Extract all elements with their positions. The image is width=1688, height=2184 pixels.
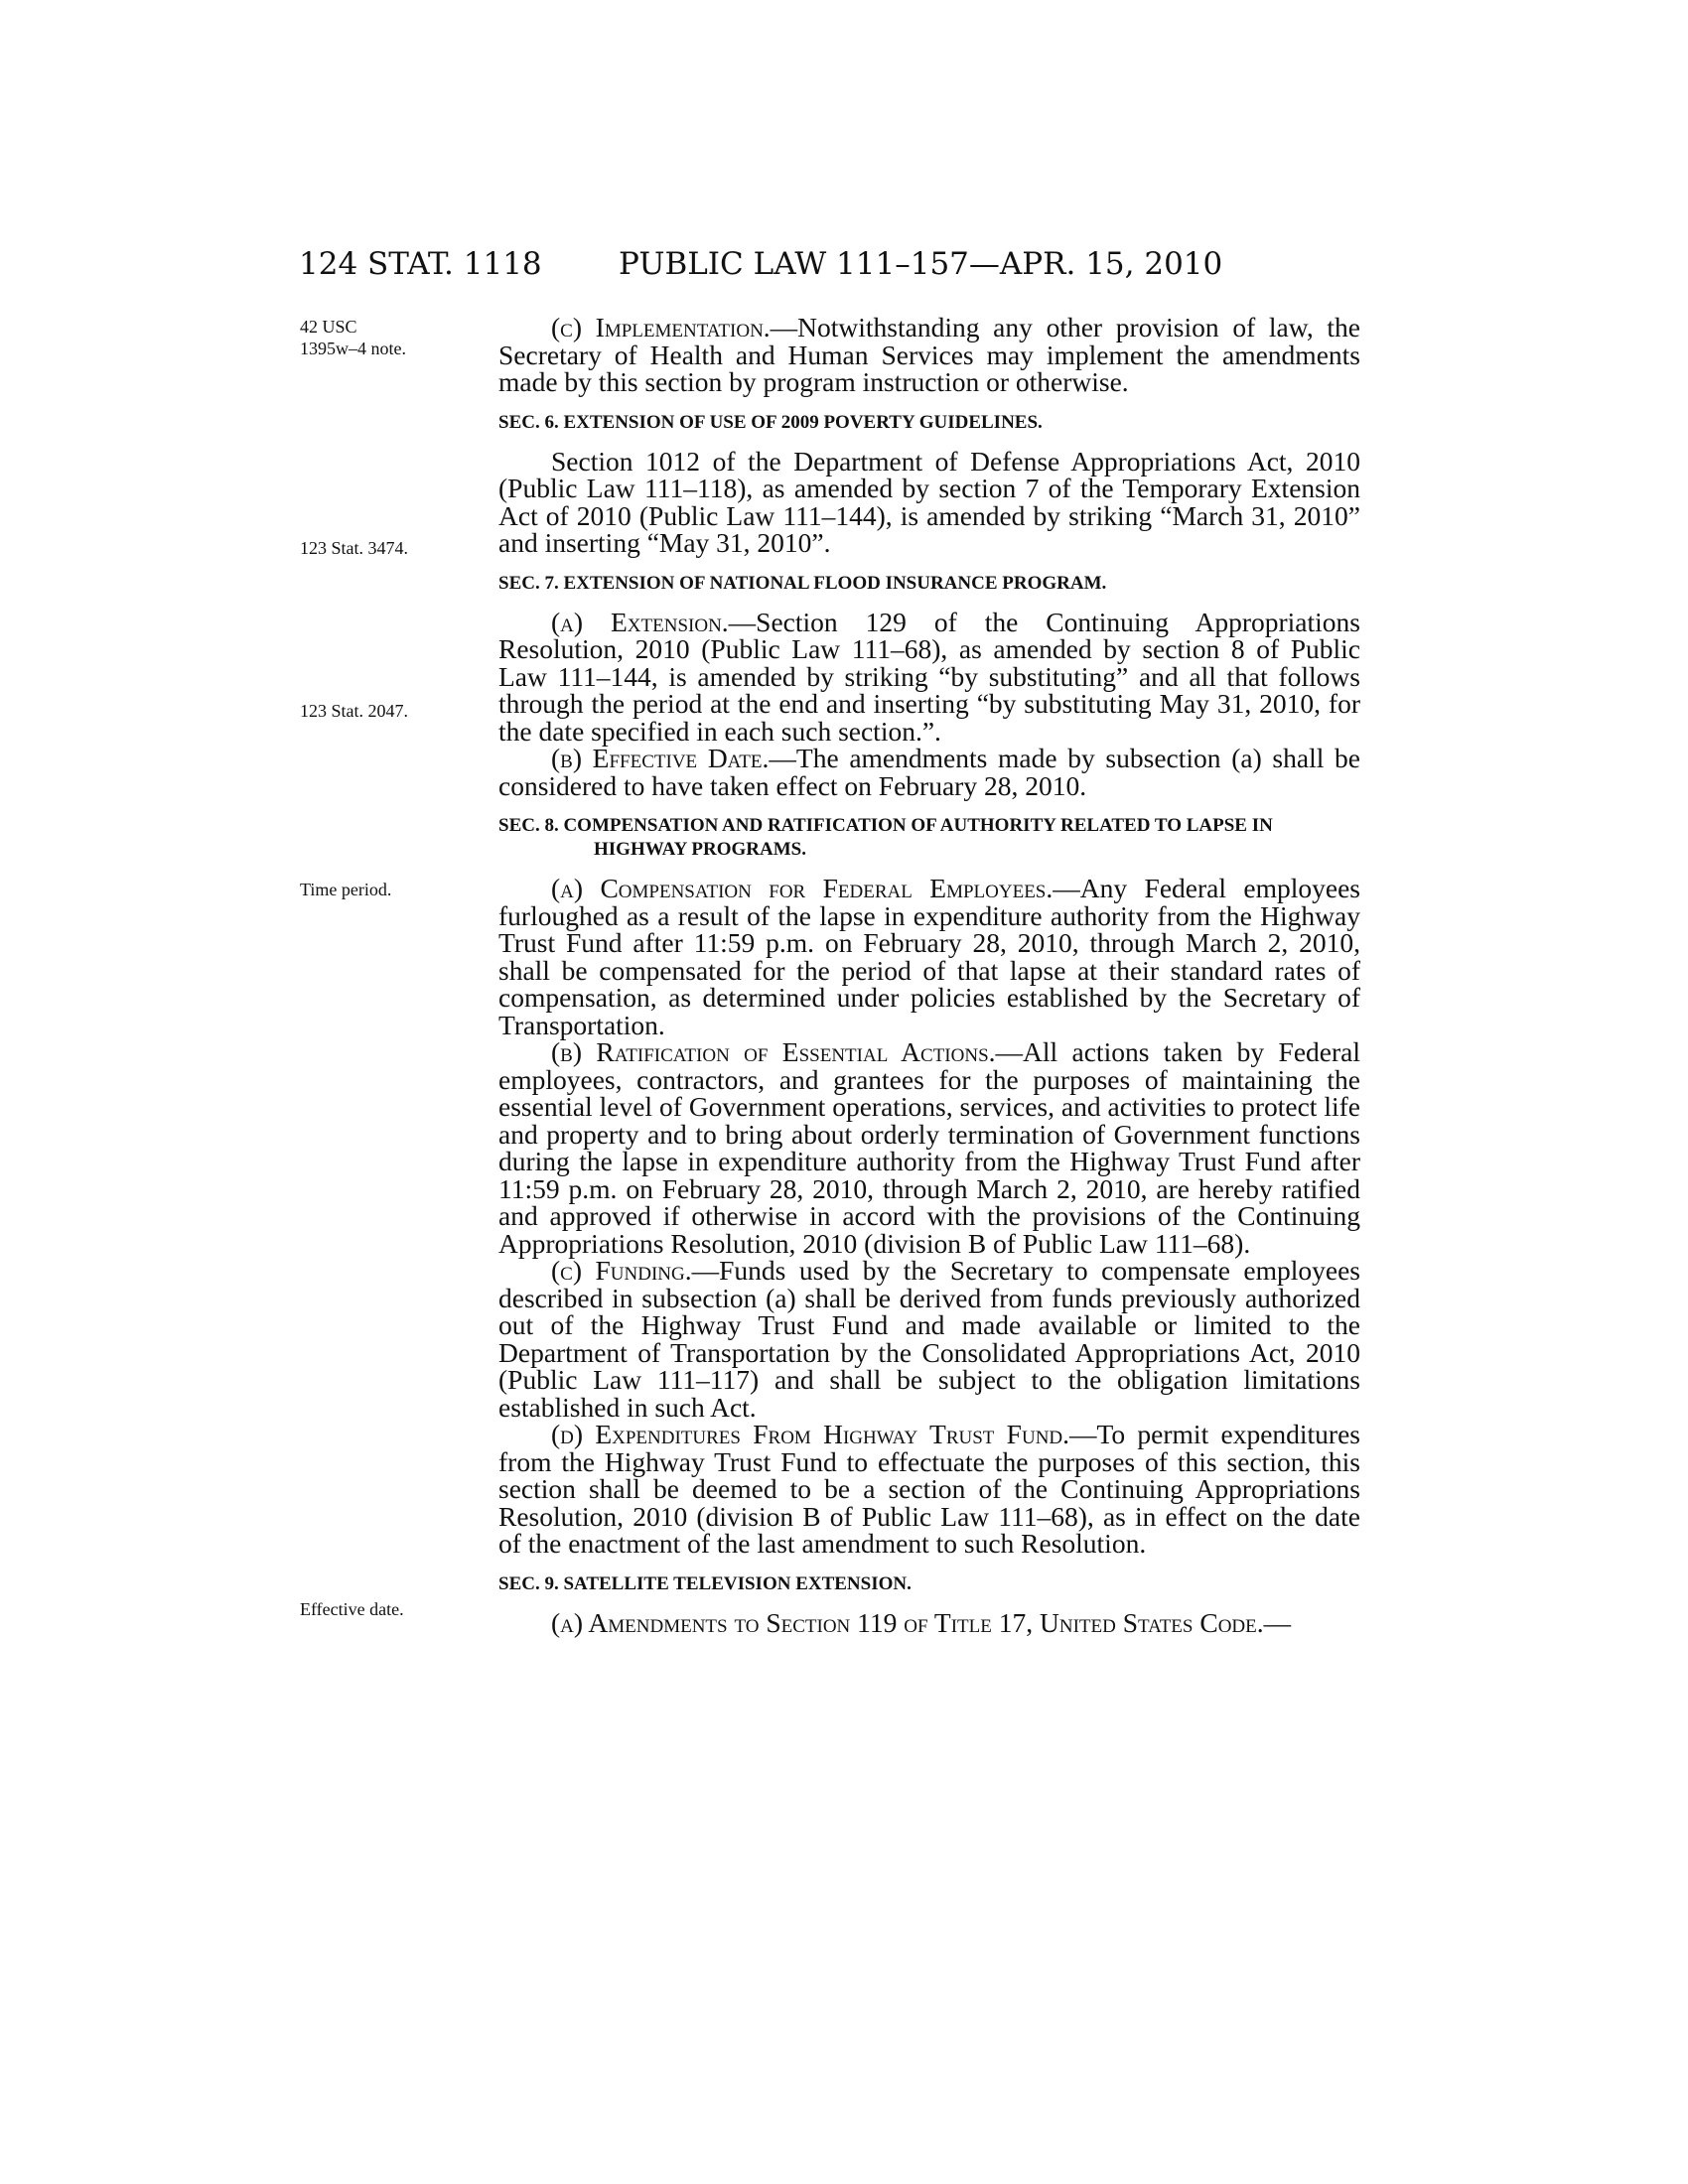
main-text <box>498 314 1360 1636</box>
margin-note-stat-3474: 123 Stat. 3474. <box>300 538 409 558</box>
stat-page-number: 124 STAT. 1118 <box>299 246 542 282</box>
section-7-subsection-b <box>498 745 1360 799</box>
section-8-subsection-a <box>498 875 1360 1038</box>
subsection-heading: (b) Effective Date. <box>551 743 770 773</box>
subsection-heading: (d) Expenditures From Highway Trust Fund. <box>551 1419 1070 1449</box>
subsection-heading: (a) Amendments to Section 119 of Title 17, United States Code. <box>551 1606 1264 1638</box>
subsection-text: —To permit expenditures from the Highway Trust Fund to effectuate the purposes of this section, this section shall be deemed to be a section of the Continuing Appropriations Resolution, 2010 (division B of Public Law 111–68), as in effect on the date of the enactment of the last amendment to such Resolution. <box>498 1419 1360 1559</box>
margin-note-usc-section: 1395w–4 note. <box>300 339 406 358</box>
margin-note-time-period: Time period. <box>300 880 392 899</box>
section-6-title: SEC. 6. EXTENSION OF USE OF 2009 POVERTY GUIDELINES. <box>498 411 1043 433</box>
subsection-text: —Section 129 of the Continuing Appropriations Resolution, 2010 (Public Law 111–68), as amended by section 8 of Public Law 111–144, is amended by striking “by substituting” and all that follows through the period at the end and inserting “by substituting May 31, 2010, for the date specified in each such section.”. <box>498 606 1360 747</box>
subsection-heading: (b) Ratification of Essential Actions. <box>551 1036 996 1067</box>
subsection-text: —The amendments made by subsection (a) shall be considered to have taken effect on February 28, 2010. <box>498 743 1360 801</box>
margin-note-effective-date: Effective date. <box>300 1599 404 1619</box>
margin-note-stat-2047: 123 Stat. 2047. <box>300 701 409 721</box>
subsection-heading: (a) Extension. <box>551 606 729 637</box>
section-7-subsection-a <box>498 606 1360 747</box>
section-9-subsection-a <box>498 1606 1360 1638</box>
subsection-c-implementation <box>498 314 1360 396</box>
page-header <box>299 246 1361 294</box>
subsection-text: —Funds used by the Secretary to compensate employees described in subsection (a) shall be derived from funds previously authorized out of the Highway Trust Fund and made available or limited to the Department of Transportation by the Consolidated Appropriations Act, 2010 (Public Law 111–117) and shall be subject to the obligation limitations established in such Act. <box>498 1255 1361 1423</box>
subsection-heading: (a) Compensation for Federal Employees. <box>551 873 1054 903</box>
section-8-title: SEC. 8. COMPENSATION AND RATIFICATION OF AUTHORITY RELATED TO LAPSE IN HIGHWAY PROGRAMS. <box>498 815 1273 860</box>
section-9-title: SEC. 9. SATELLITE TELEVISION EXTENSION. <box>498 1572 912 1594</box>
public-law-title: PUBLIC LAW 111–157—APR. 15, 2010 <box>619 246 1223 282</box>
subsection-text: —All actions taken by Federal employees, contractors, and grantees for the purposes of maintaining the essential level of Government operations, services, and activities to protect life and property and to bring about orderly termination of Government functions during the lapse in expenditure authority from the Highway Trust Fund after 11:59 p.m. on February 28, 2010, through March 2, 2010, are hereby ratified and approved if otherwise in accord with the provisions of the Continuing Appropriations Resolution, 2010 (division B of Public Law 111–68). <box>498 1036 1360 1259</box>
section-8-subsection-d <box>498 1421 1360 1558</box>
section-7-title: SEC. 7. EXTENSION OF NATIONAL FLOOD INSURANCE PROGRAM. <box>498 572 1107 594</box>
subsection-heading: (c) Funding. <box>551 1255 692 1286</box>
subsection-heading: (c) Implementation. <box>551 312 771 342</box>
margin-note-usc-title: 42 USC <box>300 317 357 337</box>
subsection-text: —Any Federal employees furloughed as a result of the lapse in expenditure authority from the Highway Trust Fund after 11:59 p.m. on February 28, 2010, through March 2, 2010, shall be compensated for the period of that lapse at their standard rates of compensation, as determined under policies established by the Secretary of Transportation. <box>498 873 1360 1040</box>
subsection-text: —Notwithstanding any other provision of law, the Secretary of Health and Human Services may implement the amendments made by this section by program instruction or otherwise. <box>498 312 1360 397</box>
section-8-subsection-b <box>498 1038 1360 1257</box>
section-6-text: Section 1012 of the Department of Defense Appropriations Act, 2010 (Public Law 111–118), as amended by section 7 of the Temporary Extension Act of 2010 (Public Law 111–144), is amended by striking “March 31, 2010” and inserting “May 31, 2010”. <box>498 445 1360 558</box>
section-8-subsection-c <box>498 1257 1360 1421</box>
subsection-text: — <box>1263 1606 1292 1638</box>
margin-note-usc <box>300 316 406 359</box>
